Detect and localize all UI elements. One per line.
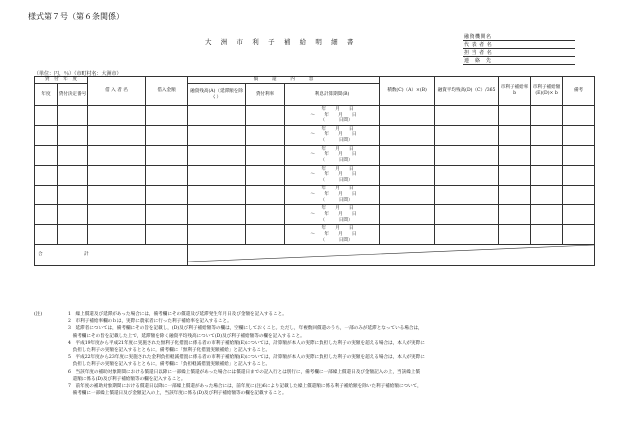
- period-line: （ 日間）: [320, 118, 353, 124]
- balance-cell[interactable]: [188, 106, 246, 126]
- subsidy-amount-cell[interactable]: [531, 205, 563, 225]
- note-item: 備考欄に一部繰上償還日及び金額記入の上，当該年度に係る(D)及び利子補給額等の欄を記載すること。: [68, 391, 287, 397]
- days-product-cell[interactable]: [380, 185, 435, 205]
- loan-number-cell[interactable]: [58, 185, 88, 205]
- interest-period-cell: [285, 225, 380, 245]
- interest-period-cell: [285, 106, 380, 126]
- note-item: 6 当該年度の補助対象期間における償還日以降に一部繰上償還があった場合には償還日までの記入行とは別行に，備考欄に一部繰上償還日及び金額記入の上，当該繰上償: [68, 369, 421, 375]
- fiscal-year-cell[interactable]: [35, 106, 58, 126]
- balance-cell[interactable]: [188, 205, 246, 225]
- note-item: 5 平成22年度から23年度に実施された金利負担軽減措置に係る者の市利子補給額(E)については，計算額が本人の実際に負担した利子の実額を超える場合は，本人が実際に: [68, 355, 425, 361]
- fiscal-year-header: 年度: [35, 84, 58, 106]
- loan-year-group-header: 貸 付 年 度: [35, 77, 88, 84]
- days-product-cell[interactable]: [380, 165, 435, 185]
- period-line: （ 日間）: [320, 237, 353, 243]
- period-line: 年 月 日: [321, 186, 354, 192]
- average-balance-cell[interactable]: [435, 165, 499, 185]
- document-title: 大 洲 市 利 子 補 給 明 細 書: [205, 38, 357, 46]
- loan-amount-cell[interactable]: [146, 145, 188, 165]
- subsidy-rate-cell[interactable]: [499, 145, 531, 165]
- lender-info-block: [463, 33, 575, 65]
- days-product-header: 積数(C)（A）×(B): [380, 77, 435, 106]
- period-line: ～ 年 月 日: [310, 132, 357, 138]
- notes-label: (注): [34, 312, 43, 317]
- loan-rate-cell[interactable]: [246, 145, 285, 165]
- balance-cell[interactable]: [188, 125, 246, 145]
- interest-subsidy-table: [34, 76, 595, 266]
- subsidy-rate-cell[interactable]: [499, 165, 531, 185]
- balance-cell[interactable]: [188, 185, 246, 205]
- note-item: 7 前年度の補助対象期間における償還日以降に一部繰上償還があった場合には，前年度に(注)6により記載した繰上償還額に係る利子補給額を除いた利子補給額について，: [68, 384, 422, 390]
- note-item: 還額に係る(D)及び利子補給額等の欄を記入すること。: [68, 376, 186, 382]
- period-line: 年 月 日: [321, 146, 354, 152]
- subsidy-amount-header: 市利子補給額(E)(D)× b: [531, 77, 563, 106]
- average-balance-cell[interactable]: [435, 185, 499, 205]
- interest-period-cell: [285, 205, 380, 225]
- loan-number-cell[interactable]: [58, 205, 88, 225]
- interest-period-cell: [285, 125, 380, 145]
- subsidy-rate-cell[interactable]: [499, 185, 531, 205]
- loan-rate-cell[interactable]: [246, 225, 285, 245]
- remarks-header: 備考: [563, 77, 595, 106]
- period-line: 年 月 日: [321, 226, 354, 232]
- period-line: 年 月 日: [321, 106, 354, 112]
- remarks-cell[interactable]: [563, 205, 595, 225]
- loan-rate-cell[interactable]: [246, 165, 285, 185]
- subsidy-rate-cell[interactable]: [499, 225, 531, 245]
- balance-cell[interactable]: [188, 145, 246, 165]
- average-balance-header: 融資平均残高(D)（C）/365: [435, 77, 499, 106]
- loan-amount-cell[interactable]: [146, 165, 188, 185]
- period-line: （ 日間）: [320, 138, 353, 144]
- total-blank-cell: [188, 245, 595, 266]
- contact-info-field[interactable]: 連 絡 先: [463, 57, 575, 65]
- borrower-cell[interactable]: [88, 125, 146, 145]
- borrower-cell[interactable]: [88, 185, 146, 205]
- interest-period-cell: [285, 165, 380, 185]
- note-item: 2 市利子補給率欄のｂは，実際に農家者に行った利子補給率を記入すること。: [68, 319, 232, 325]
- days-product-cell[interactable]: [380, 125, 435, 145]
- loan-amount-cell[interactable]: [146, 225, 188, 245]
- note-item: 備考欄にその旨を記載した上で，延滞額を除く融資平均残高について(D)及び利子補給額等の欄を記入すること。: [68, 333, 305, 339]
- borrower-cell[interactable]: [88, 106, 146, 126]
- form-number: 様式第７号（第６条関係）: [28, 12, 124, 21]
- fiscal-year-cell[interactable]: [35, 145, 58, 165]
- subsidy-amount-cell[interactable]: [531, 225, 563, 245]
- remarks-cell[interactable]: [563, 106, 595, 126]
- borrower-header: 借 入 者 名: [88, 77, 146, 106]
- days-product-cell[interactable]: [380, 106, 435, 126]
- loan-number-header: 貸付決定番号: [58, 84, 88, 106]
- fiscal-year-cell[interactable]: [35, 225, 58, 245]
- period-line: 年 月 日: [321, 126, 354, 132]
- interest-period-header: 利息計算期間(B): [285, 84, 380, 106]
- loan-amount-header: 借入金額: [146, 77, 188, 106]
- subsidy-amount-cell[interactable]: [531, 185, 563, 205]
- fiscal-year-cell[interactable]: [35, 165, 58, 185]
- loan-number-cell[interactable]: [58, 225, 88, 245]
- remarks-cell[interactable]: [563, 185, 595, 205]
- total-strike-line: [188, 245, 594, 262]
- remarks-cell[interactable]: [563, 165, 595, 185]
- period-line: ～ 年 月 日: [310, 212, 357, 218]
- interest-period-cell: [285, 185, 380, 205]
- period-line: （ 日間）: [320, 177, 353, 183]
- borrower-cell[interactable]: [88, 205, 146, 225]
- period-line: ～ 年 月 日: [310, 231, 357, 237]
- balance-cell[interactable]: [188, 165, 246, 185]
- unit-note: （単位：円，％）（市町村名：大洲市）: [34, 71, 122, 77]
- note-item: 4 平成19年度から平成21年度に実施された無利子化措置に係る者の市利子補給額(E)については，計算額が本人の実際に負担した利子の実額を超える場合は，本人が実際に: [68, 340, 425, 346]
- subsidy-rate-cell[interactable]: [499, 106, 531, 126]
- fiscal-year-cell[interactable]: [35, 185, 58, 205]
- loan-rate-cell[interactable]: [246, 106, 285, 126]
- average-balance-cell[interactable]: [435, 205, 499, 225]
- fiscal-year-cell[interactable]: [35, 205, 58, 225]
- average-balance-cell[interactable]: [435, 225, 499, 245]
- representative-field[interactable]: 代 表 者 名: [463, 41, 575, 49]
- period-line: 年 月 日: [321, 166, 354, 172]
- loan-number-cell[interactable]: [58, 106, 88, 126]
- loan-number-cell[interactable]: [58, 125, 88, 145]
- subsidy-amount-cell[interactable]: [531, 106, 563, 126]
- remarks-cell[interactable]: [563, 145, 595, 165]
- table-row: [35, 125, 595, 145]
- period-line: 年 月 日: [321, 206, 354, 212]
- average-balance-cell[interactable]: [435, 125, 499, 145]
- note-item: 3 延滞者については，備考欄にその旨を記載し，(D)及び利子補給額等の欄は，空欄にしておくこと。ただし，年複数回償還のうち，一部のみが延滞となっている場合は，: [68, 326, 423, 332]
- fiscal-year-cell[interactable]: [35, 125, 58, 145]
- subsidy-amount-cell[interactable]: [531, 125, 563, 145]
- loan-rate-header: 貸付利率: [246, 84, 285, 106]
- subsidy-rate-cell[interactable]: [499, 205, 531, 225]
- period-line: ～ 年 月 日: [310, 152, 357, 158]
- loan-rate-cell[interactable]: [246, 125, 285, 145]
- table-row: [35, 185, 595, 205]
- loan-rate-cell[interactable]: [246, 185, 285, 205]
- period-line: ～ 年 月 日: [310, 112, 357, 118]
- average-balance-cell[interactable]: [435, 145, 499, 165]
- period-line: （ 日間）: [320, 217, 353, 223]
- loan-amount-cell[interactable]: [146, 205, 188, 225]
- loan-number-cell[interactable]: [58, 145, 88, 165]
- average-balance-cell[interactable]: [435, 106, 499, 126]
- borrower-cell[interactable]: [88, 145, 146, 165]
- balance-header: 融資残高(A)（延滞額を除く）: [188, 84, 246, 106]
- note-item: 負担した利子の実額を記入するとともに，備考欄に「無利子化措置実額補給」と記入すること。: [68, 348, 271, 354]
- total-label: 合 計: [35, 245, 188, 266]
- loan-number-cell[interactable]: [58, 165, 88, 185]
- table-row: [35, 106, 595, 126]
- loan-amount-cell[interactable]: [146, 185, 188, 205]
- note-item: 1 繰上償還及び延滞があった場合には，備考欄にその償還及び延滞発生年月日及び金額を記入すること。: [68, 312, 287, 317]
- period-line: （ 日間）: [320, 197, 353, 203]
- loan-rate-cell[interactable]: [246, 205, 285, 225]
- table-row: [35, 205, 595, 225]
- subsidy-rate-header: 市利子補給率 b: [499, 77, 531, 106]
- table-row: [35, 225, 595, 245]
- balance-cell[interactable]: [188, 225, 246, 245]
- days-product-cell[interactable]: [380, 145, 435, 165]
- borrower-cell[interactable]: [88, 165, 146, 185]
- loan-amount-cell[interactable]: [146, 106, 188, 126]
- days-product-cell[interactable]: [380, 205, 435, 225]
- period-line: ～ 年 月 日: [310, 192, 357, 198]
- table-row: [35, 145, 595, 165]
- remarks-cell[interactable]: [563, 225, 595, 245]
- period-line: ～ 年 月 日: [310, 172, 357, 178]
- table-row: [35, 165, 595, 185]
- subsidy-amount-cell[interactable]: [531, 145, 563, 165]
- lender-name-field[interactable]: 融資機関名: [463, 33, 575, 41]
- borrower-cell[interactable]: [88, 225, 146, 245]
- contact-person-field[interactable]: 担 当 者 名: [463, 49, 575, 57]
- remarks-cell[interactable]: [563, 125, 595, 145]
- days-product-cell[interactable]: [380, 225, 435, 245]
- notes-list: [60, 311, 605, 397]
- loan-amount-cell[interactable]: [146, 125, 188, 145]
- subsidy-amount-cell[interactable]: [531, 165, 563, 185]
- repayment-group-header: 償 還 内 容: [188, 77, 380, 84]
- interest-period-cell: [285, 145, 380, 165]
- note-item: 負担した利子の実額を記入するとともに，備考欄に「負担軽減措置実額補給」と記入すること。: [68, 362, 271, 368]
- subsidy-rate-cell[interactable]: [499, 125, 531, 145]
- period-line: （ 日間）: [320, 158, 353, 164]
